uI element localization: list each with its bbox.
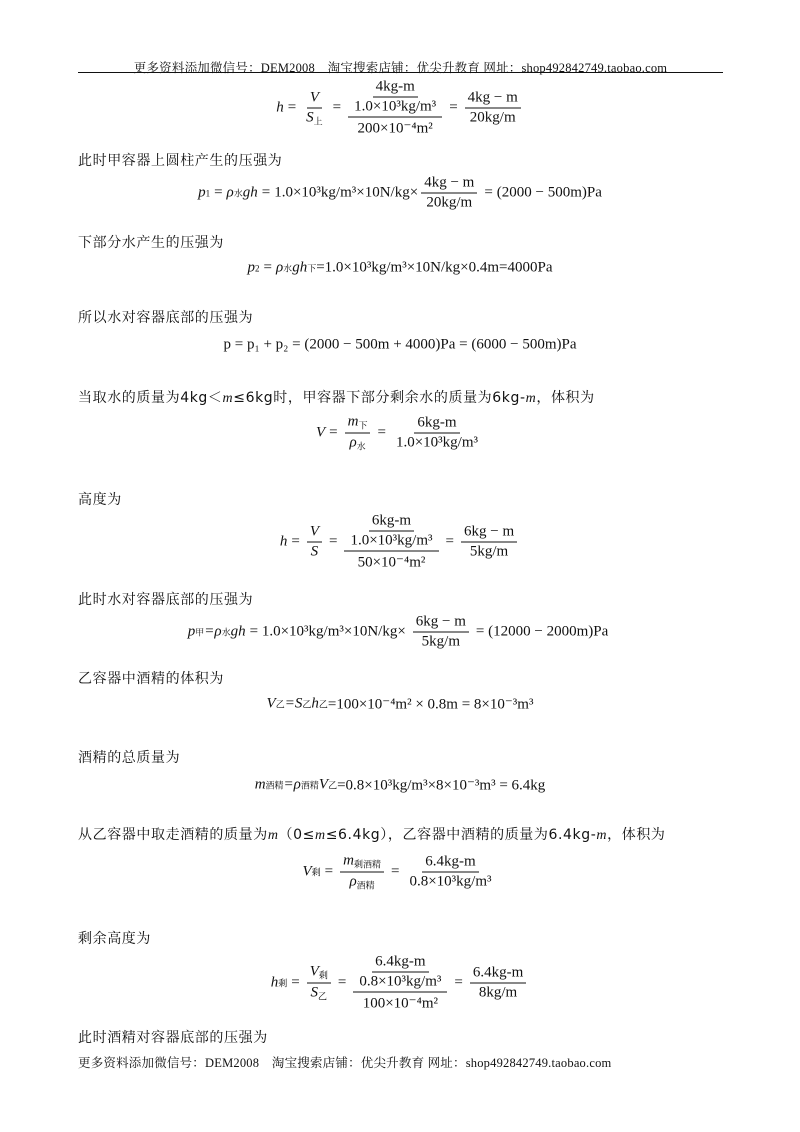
text-run: 从乙容器中取走酒精的质量为 <box>78 827 268 843</box>
formula-symbol: h <box>311 695 319 712</box>
text-run: ，体积为 <box>536 390 595 406</box>
paragraph-7: 乙容器中酒精的体积为 <box>78 671 224 687</box>
fraction-numerator: 6.4kg-m <box>372 954 428 973</box>
fraction-denominator: 20kg/m <box>469 109 516 126</box>
fraction-denominator: 1.0×10³kg/m³ <box>350 532 433 549</box>
formula-symbol: ρ <box>226 184 234 201</box>
formula-symbol: h <box>279 533 288 550</box>
fraction-numerator: 6kg − m <box>461 524 517 543</box>
fraction-denominator: 8kg/m <box>478 984 518 1001</box>
formula-text: =0.8×10³kg/m³×8×10⁻³m³ = 6.4kg <box>337 777 546 794</box>
formula-symbol: V <box>309 963 319 980</box>
formula-text: =100×10⁻⁴m² × 0.8m = 8×10⁻³m³ <box>327 696 534 713</box>
fraction-denominator: 1.0×10³kg/m³ <box>395 434 478 451</box>
fraction <box>470 965 526 1002</box>
fraction-numerator: 4kg − m <box>465 90 521 109</box>
formula-symbol: =S <box>284 695 303 712</box>
paragraph-10: 剩余高度为 <box>78 931 151 947</box>
fraction-denominator: 0.8×10³kg/m³ <box>409 873 492 890</box>
paragraph-11: 此时酒精对容器底部的压强为 <box>78 1030 268 1046</box>
text-run: ≤6.4kg），乙容器中酒精的质量为6.4kg- <box>325 827 597 843</box>
formula-symbol: ρ <box>275 259 284 276</box>
formula-symbol: S <box>310 984 319 1001</box>
math-variable: m <box>314 828 326 843</box>
formula-subscript: 下 <box>307 263 317 274</box>
paragraph-5: 高度为 <box>78 492 122 508</box>
fraction <box>347 513 435 550</box>
fraction <box>356 954 444 991</box>
fraction <box>406 854 494 891</box>
formula-symbol: m <box>343 852 354 869</box>
formula-symbol: ρ <box>349 873 357 890</box>
formula-subscript: 酒精 <box>265 780 284 791</box>
fraction <box>461 524 517 561</box>
fraction-numerator: 4kg-m <box>373 79 418 98</box>
formula-subscript: 水 <box>356 441 366 452</box>
formula-subscript: 酒精 <box>300 780 319 791</box>
formula-symbol: p <box>187 623 196 640</box>
formula-symbol: S <box>306 109 314 125</box>
fraction <box>351 79 439 116</box>
fraction <box>307 524 322 561</box>
fraction <box>393 415 481 452</box>
formula-text: p = p₁ + p₂ = (2000 − 500m + 4000)Pa = (6000 − 500m)Pa <box>223 336 577 353</box>
fraction-numerator: 6kg − m <box>413 614 469 633</box>
page-header: 更多资料添加微信号：DEM2008 淘宝搜索店铺：优尖升教育 网址：shop492842749.taobao.com <box>133 61 668 75</box>
math-variable: m <box>525 391 537 406</box>
formula-subscript: 剩酒精 <box>353 859 381 870</box>
text-run: ，体积为 <box>607 827 666 843</box>
fraction <box>340 853 384 892</box>
formula-subscript: 水 <box>233 188 243 199</box>
paragraph-4 <box>78 387 595 407</box>
formula-symbol: V <box>315 424 326 441</box>
fraction-denominator: 100×10⁻⁴m² <box>362 995 438 1012</box>
header-rule <box>78 72 723 73</box>
paragraph-2: 下部分水产生的压强为 <box>78 235 224 251</box>
formula-subscript: 乙 <box>302 699 312 710</box>
formula-symbol: gh <box>242 184 258 201</box>
formula-symbol: gh <box>230 623 246 640</box>
fraction-denominator: 1.0×10³kg/m³ <box>354 98 437 115</box>
formula-subscript: 剩 <box>278 978 288 989</box>
formula-subscript: 2 <box>255 263 260 273</box>
fraction <box>465 90 521 127</box>
formula-subscript: 乙 <box>318 991 328 1002</box>
formula-symbol: p <box>247 259 255 276</box>
paragraph-6: 此时水对容器底部的压强为 <box>78 592 254 608</box>
formula-symbol: h <box>270 974 279 991</box>
formula-subscript: 乙 <box>275 699 285 710</box>
formula-text: =1.0×10³kg/m³×10N/kg×0.4m=4000Pa <box>316 259 553 276</box>
formula-subscript: 甲 <box>195 627 205 638</box>
fraction <box>345 414 371 453</box>
formula-symbol: S <box>310 543 319 560</box>
nested-fraction <box>344 513 438 572</box>
fraction-numerator: 6.4kg-m <box>470 965 526 984</box>
fraction-denominator: 50×10⁻⁴m² <box>357 554 426 571</box>
formula-symbol: =ρ <box>204 623 222 640</box>
fraction-numerator: 6.4kg-m <box>422 854 478 873</box>
formula-subscript: 剩 <box>318 970 328 981</box>
fraction <box>421 175 477 212</box>
fraction-numerator: 4kg − m <box>421 175 477 194</box>
paragraph-8: 酒精的总质量为 <box>78 750 181 766</box>
formula-symbol: V <box>309 523 319 540</box>
text-run: （0≤ <box>278 827 315 843</box>
paragraph-1: 此时甲容器上圆柱产生的压强为 <box>78 153 283 169</box>
math-variable: m <box>222 391 234 406</box>
paragraph-3: 所以水对容器底部的压强为 <box>78 310 254 326</box>
formula-symbol: h <box>276 99 284 116</box>
formula-symbol: V <box>266 695 276 712</box>
page-footer: 更多资料添加微信号：DEM2008 淘宝搜索店铺：优尖升教育 网址：shop492842749.taobao.com <box>78 1056 612 1070</box>
fraction <box>413 614 469 651</box>
formula-symbol: =ρ <box>283 776 301 793</box>
formula-subscript: 水 <box>283 263 293 274</box>
text-run: 当取水的质量为4kg＜ <box>78 390 223 406</box>
formula-subscript: 水 <box>221 627 231 638</box>
nested-fraction <box>348 79 442 138</box>
formula-symbol: V <box>302 863 312 880</box>
formula-subscript: 1 <box>205 188 211 198</box>
fraction <box>307 964 331 1003</box>
formula-subscript: 下 <box>358 420 368 431</box>
formula-symbol: V <box>309 89 319 105</box>
fraction-denominator: 5kg/m <box>469 543 509 560</box>
fraction-denominator: 200×10⁻⁴m² <box>357 120 433 137</box>
formula-subscript: 乙 <box>328 780 338 791</box>
formula-symbol: p <box>198 184 206 201</box>
fraction-numerator: 6kg-m <box>369 513 414 532</box>
formula-subscript: 乙 <box>318 699 328 710</box>
math-variable: m <box>267 828 279 843</box>
formula-symbol: ρ <box>349 434 357 451</box>
formula-text: = (12000 − 2000m)Pa <box>475 623 609 640</box>
formula-subscript: 酒精 <box>356 880 375 891</box>
fraction-numerator: 6kg-m <box>414 415 459 434</box>
formula-subscript: 剩 <box>311 867 321 878</box>
nested-fraction <box>353 954 447 1013</box>
formula-text: 1.0×10³kg/m³×10N/kg× <box>274 184 419 201</box>
formula-symbol: V <box>318 776 329 793</box>
formula-text: (2000 − 500m)Pa <box>496 184 602 201</box>
fraction-denominator: 0.8×10³kg/m³ <box>359 973 442 990</box>
formula-symbol: gh <box>292 259 308 276</box>
text-run: ≤6kg时，甲容器下部分剩余水的质量为6kg- <box>233 390 526 406</box>
fraction <box>303 89 326 127</box>
fraction-denominator: 20kg/m <box>426 194 473 211</box>
formula-symbol: m <box>347 413 359 430</box>
math-variable: m <box>596 828 608 843</box>
fraction-denominator: 5kg/m <box>421 633 461 650</box>
formula-text: = 1.0×10³kg/m³×10N/kg× <box>249 623 406 640</box>
formula-symbol: m <box>254 776 266 793</box>
formula-subscript: 上 <box>313 116 323 126</box>
paragraph-9 <box>78 824 666 844</box>
